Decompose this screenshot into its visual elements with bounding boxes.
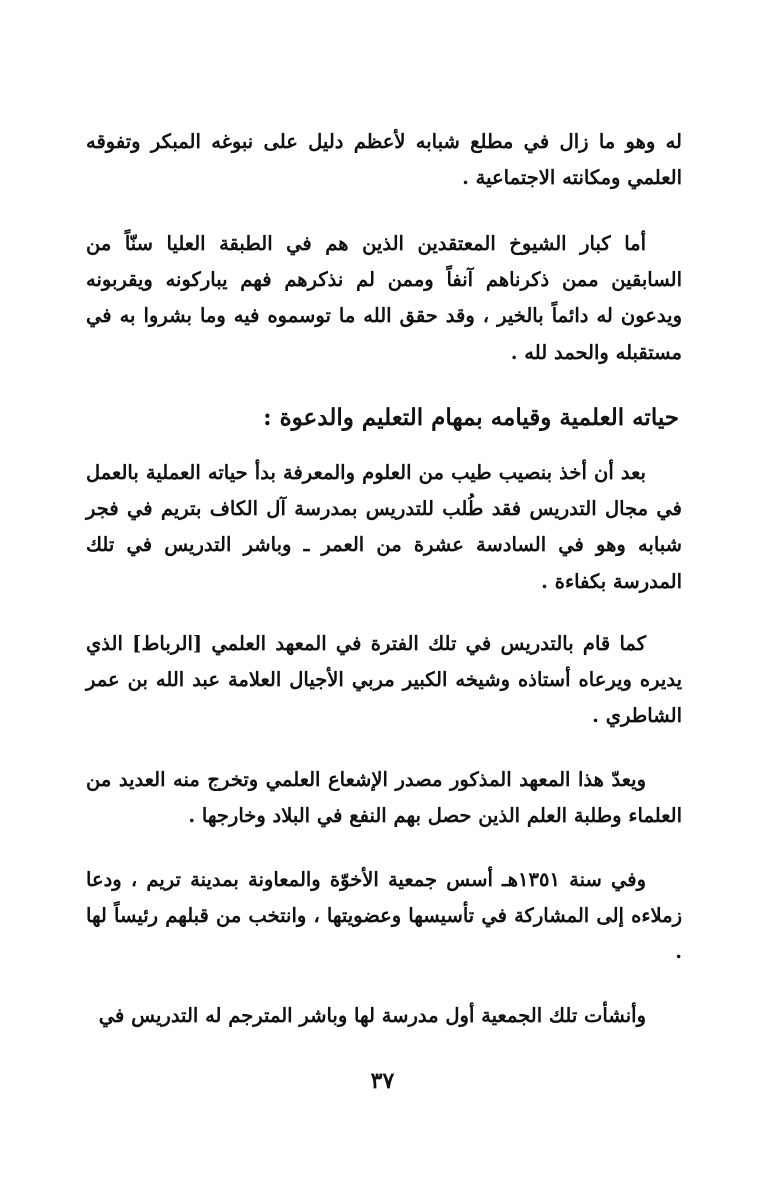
paragraph-ribat-teaching: كما قام بالتدريس في تلك الفترة في المعهد العلمي [الرباط] الذي يديره ويرعاه أستاذه وشيخه الكبير مربي الأجيال العلامة عبد الله بن عمر الشاطري . — [86, 632, 682, 728]
page-number: ٣٧ — [370, 1068, 395, 1094]
paragraph-teaching-start: بعد أن أخذ بنصيب طيب من العلوم والمعرفة بدأ حياته العملية بالعمل في مجال التدريس فقد طُلب للتدريس بمدرسة آل الكاف بتريم في فجر شبابه وهو في السادسة عشرة من العمر ـ وباشر التدريس في تلك المدرسة بكفاءة . — [86, 461, 682, 593]
paragraph-continuation: له وهو ما زال في مطلع شبابه لأعظم دليل على نبوغه المبكر وتفوقه العلمي ومكانته الاجتماعية . — [86, 130, 682, 190]
paragraph-institute: ويعدّ هذا المعهد المذكور مصدر الإشعاع العلمي وتخرج منه العديد من العلماء وطلبة العلم الذين حصل بهم النفع في البلاد وخارجها . — [86, 768, 682, 828]
paragraph-school: وأنشأت تلك الجمعية أول مدرسة لها وباشر المترجم له التدريس في — [98, 1004, 646, 1027]
section-heading: حياته العلمية وقيامه بمهام التعليم والدعوة : — [263, 404, 679, 431]
paragraph-association: وفي سنة ١٣٥١هـ أسس جمعية الأخوّة والمعاونة بمدينة تريم ، ودعا زملاءه إلى المشاركة في تأسيسها وعضويتها ، وانتخب من قبلهم رئيساً لها . — [86, 868, 682, 964]
paragraph-elder-sheikhs: أما كبار الشيوخ المعتقدين الذين هم في الطبقة العليا سنّاً من السابقين ممن ذكرناهم آنفاً وممن لم نذكرهم فهم يباركونه ويقربونه ويدعون له دائماً بالخير ، وقد حقق الله ما توسموه فيه وما بشروا به في مستقبله والحمد لله . — [86, 232, 682, 364]
